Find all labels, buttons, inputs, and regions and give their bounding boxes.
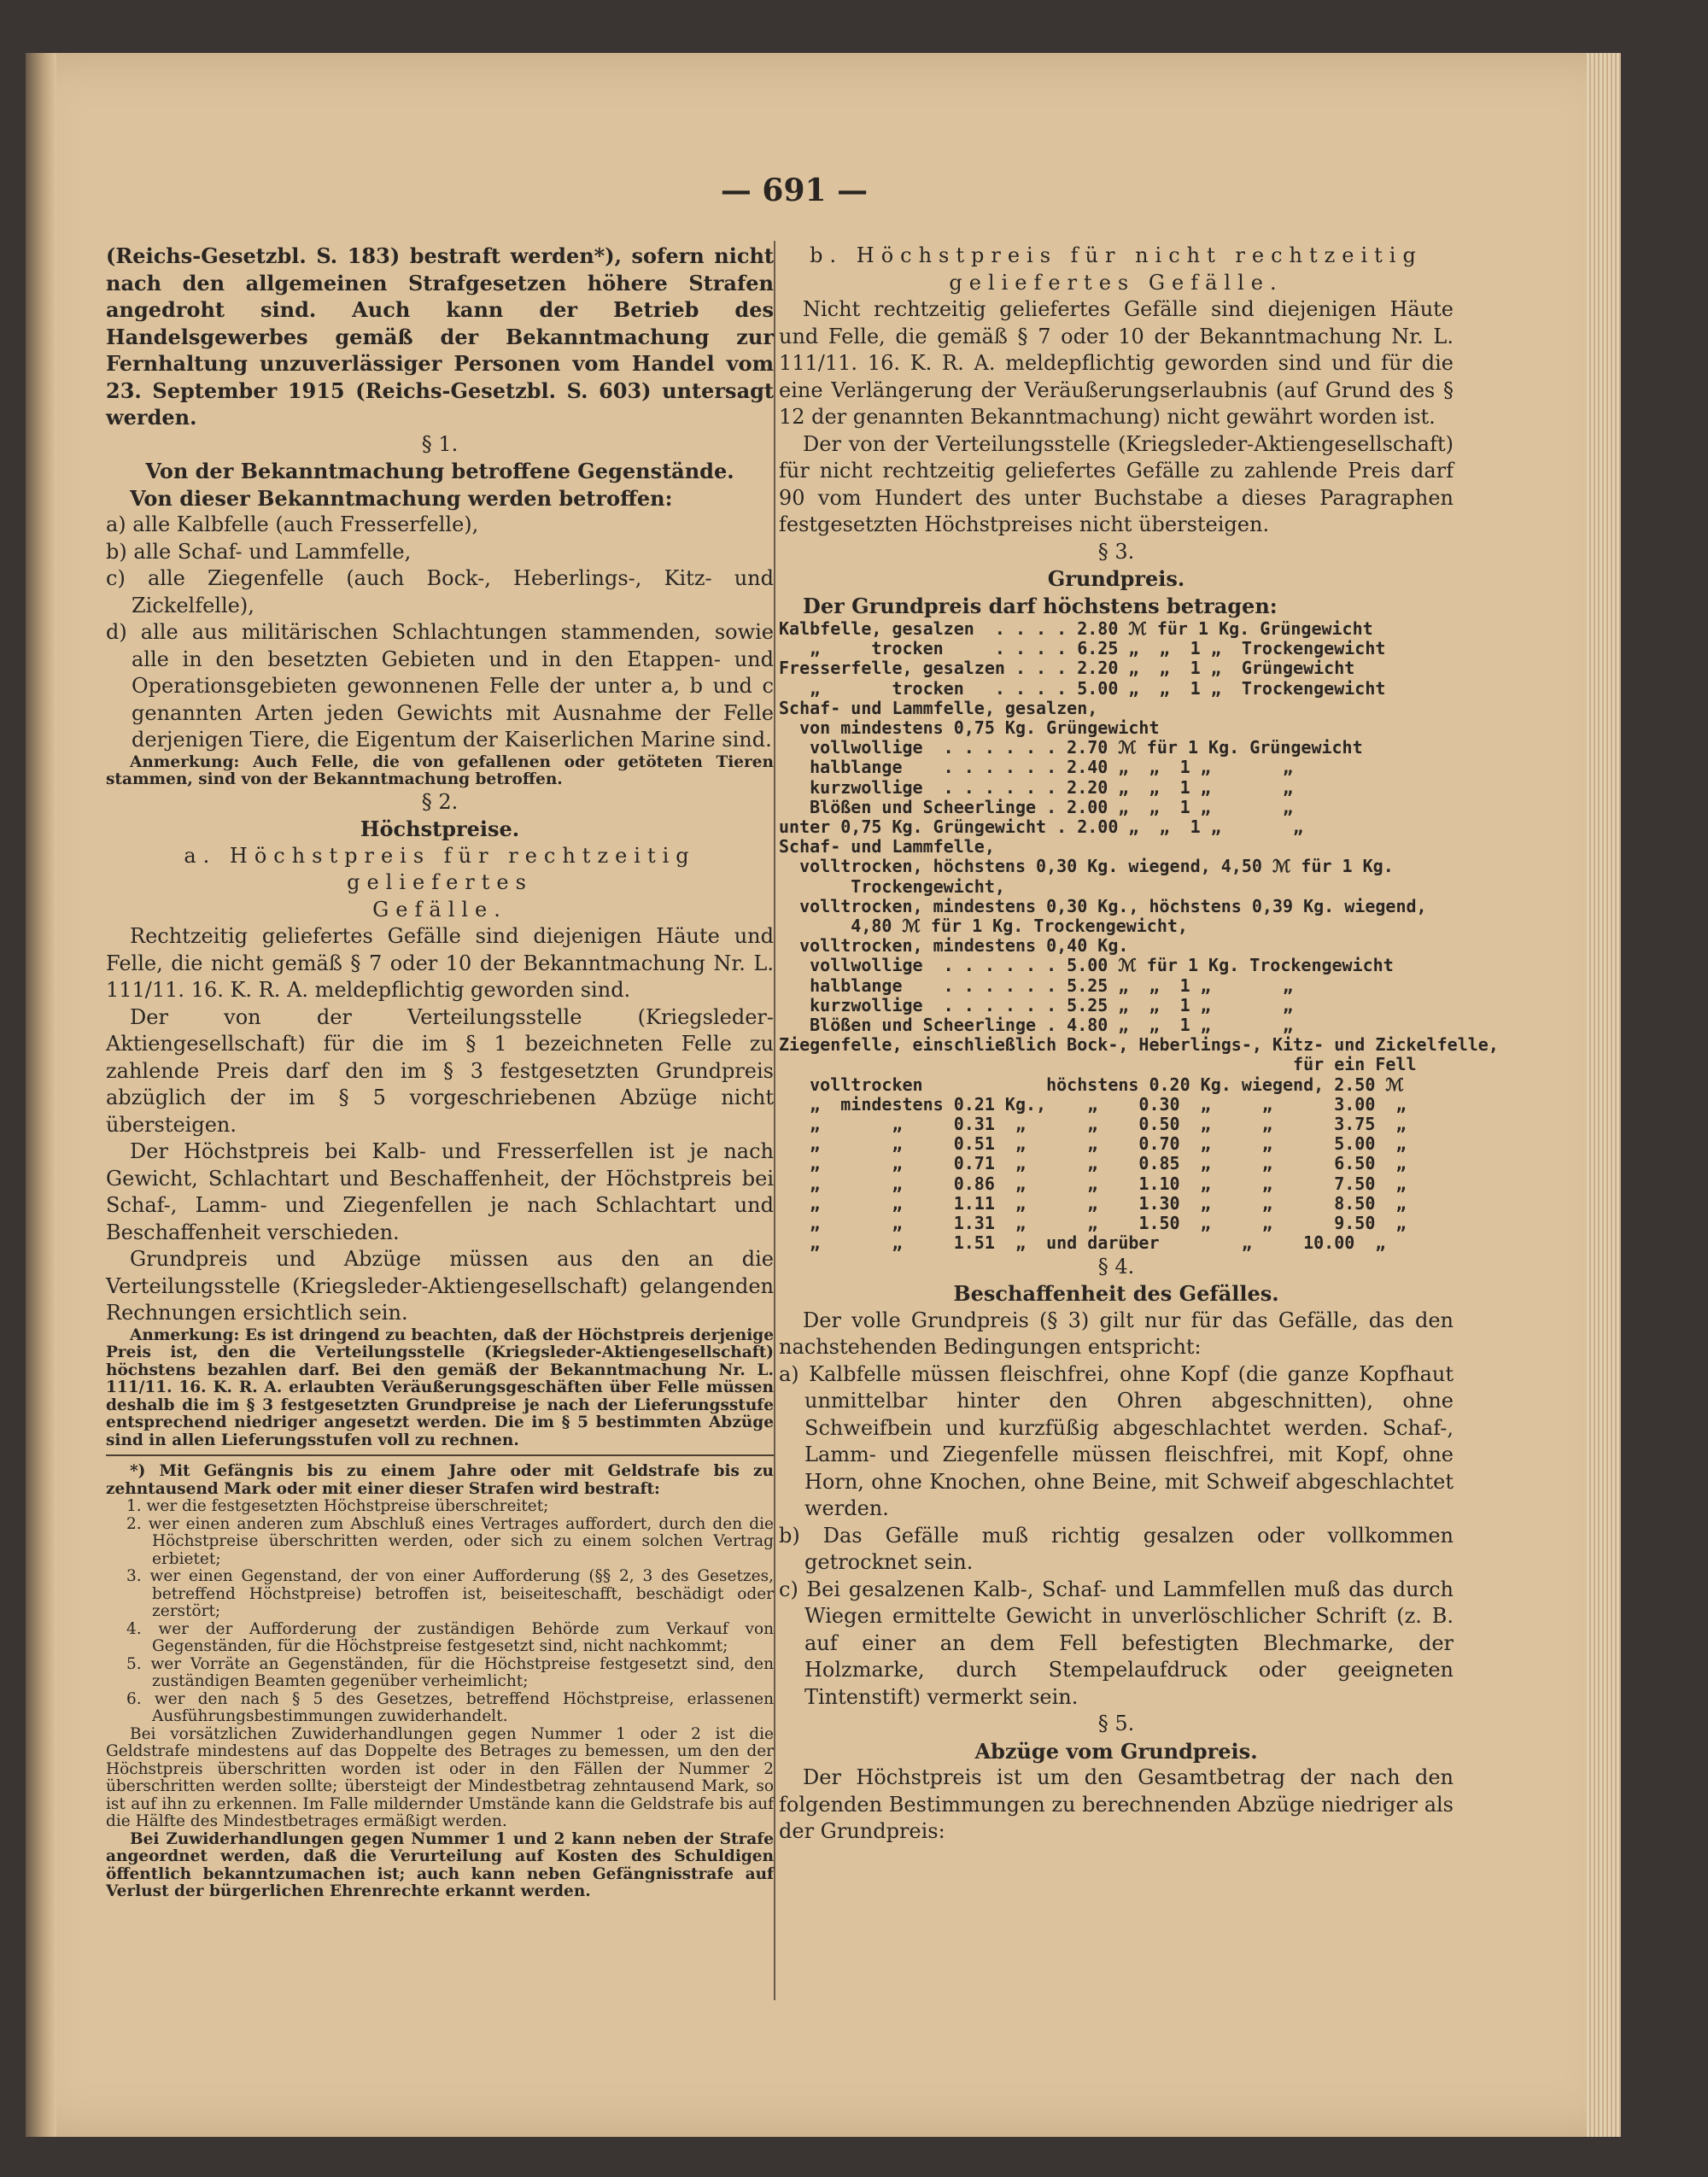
price-line: Schaf- und Lammfelle, gesalzen, [779, 697, 1098, 718]
section-2a-paragraph-4: Grundpreis und Abzüge müssen aus den an die Verteilungsstelle (Kriegsleder-Aktiengesellschaft) gelangenden Rechnungen ersichtlich sein. [106, 1247, 774, 1325]
section-2a-paragraph-2: Der von der Verteilungsstelle (Kriegsleder-Aktiengesellschaft) für die im § 1 bezeichneten Felle zu zahlende Preis darf den im § 3 festgesetzten Grundpreis abzüglich der im § 5 vorgeschriebenen Abzüge nicht übersteigen. [106, 1004, 774, 1137]
section-3-lead: Der Grundpreis darf höchstens betragen: [803, 593, 1278, 618]
price-line: Fresserfelle, gesalzen . . . 2.20 „ „ 1 „ Grüngewicht [779, 658, 1355, 679]
section-4-item-c: c) Bei gesalzenen Kalb-, Schaf- und Lammfellen muß das durch Wiegen ermittelte Gewicht in unverlöschlicher Schrift (z. B. auf einer an dem Fell befestigten Blechmarke, der Holzmarke, durch Stempelaufdruck oder geeigneten Tintenstift) vermerkt sein. [779, 1577, 1454, 1709]
section-4-lead: Der volle Grundpreis (§ 3) gilt nur für das Gefälle, das den nachstehenden Bedingungen entspricht: [779, 1308, 1454, 1359]
section-3-heading: § 3. [1097, 539, 1135, 564]
price-line: halblange . . . . . . 5.25 „ „ 1 „ „ [779, 974, 1294, 996]
section-2-heading: § 2. [421, 789, 459, 814]
price-line: volltrocken höchstens 0.20 Kg. wiegend, 2.50 ℳ [779, 1074, 1404, 1095]
price-line: Ziegenfelle, einschließlich Bock-, Heberlings-, Kitz- und Zickelfelle, [779, 1034, 1499, 1056]
section-4-heading: § 4. [1097, 1254, 1135, 1279]
footnote-item-1: 1. wer die festgesetzten Höchstpreise überschreitet; [126, 1497, 549, 1515]
section-1-item-a: a) alle Kalbfelle (auch Fresserfelle), [106, 512, 479, 536]
section-2b-paragraph-1: Nicht rechtzeitig geliefertes Gefälle sind diejenigen Häute und Felle, die gemäß § 7 oder 10 der Bekanntmachung Nr. L. 111/11. 16. K. R. A. meldepflichtig geworden sind und für die eine Verlängerung der Veräußerungserlaubnis (auf Grund des § 12 der genannten Bekanntmachung) nicht gewährt worden ist. [779, 297, 1454, 429]
price-line: kurzwollige . . . . . . 2.20 „ „ 1 „ „ [779, 776, 1294, 798]
footnote-item-3: 3. wer einen Gegenstand, der von einer Aufforderung (§§ 2, 3 des Gesetzes, betreffend Höchstpreise) betroffen ist, beiseiteschafft, beschädigt oder zerstört; [126, 1567, 774, 1620]
footnote-item-5: 5. wer Vorräte an Gegenständen, für die Höchstpreise festgesetzt sind, den zuständigen Beamten gegenüber verheimlicht; [126, 1654, 774, 1690]
section-5-title: Abzüge vom Grundpreis. [974, 1738, 1258, 1764]
price-line: „ trocken . . . . 6.25 „ „ 1 „ Trockengewicht [779, 638, 1386, 659]
price-line: „ mindestens 0.21 Kg., „ 0.30 „ „ 3.00 „ [779, 1093, 1407, 1115]
section-2a-title-line-1: a. Höchstpreis für rechtzeitig geliefertes [184, 843, 696, 894]
section-2a-note: Anmerkung: Es ist dringend zu beachten, daß der Höchstpreis derjenige Preis ist, den die Verteilungsstelle (Kriegsleder-Aktiengesellschaft) höchstens bezahlen darf. Bei den gemäß der Bekanntmachung Nr. L. 111/11. 16. K. R. A. erlaubten Veräußerungsgeschäften über Felle müssen deshalb die im § 3 festgesetzten Grundpreise je nach der Lieferungsstufe entsprechend niedriger angesetzt werden. Die im § 5 bestimmten Abzüge sind in allen Lieferungsstufen voll zu rechnen. [106, 1326, 774, 1449]
price-line: kurzwollige . . . . . . 5.25 „ „ 1 „ „ [779, 994, 1294, 1015]
column-divider [774, 241, 775, 2000]
price-line: volltrocken, höchstens 0,30 Kg. wiegend, 4,50 ℳ für 1 Kg. [779, 856, 1394, 877]
section-2a-paragraph-3: Der Höchstpreis bei Kalb- und Fresserfellen ist je nach Gewicht, Schlachtart und Beschaffenheit, der Höchstpreis bei Schaf-, Lamm- und Ziegenfellen je nach Schlachtart und Beschaffenheit verschieden. [106, 1139, 774, 1244]
footnote-paragraph-2: Bei vorsätzlichen Zuwiderhandlungen gegen Nummer 1 oder 2 ist die Geldstrafe mindestens auf das Doppelte des Betrages zu bemessen, um den der Höchstpreis überschritten worden ist oder in den Fällen der Nummer 2 überschritten werden sollte; übersteigt der Mindestbetrag zehntausend Mark, so ist auf ihn zu erkennen. Im Falle mildernder Umstände kann die Geldstrafe bis auf die Hälfte des Mindestbetrages ermäßigt werden. [106, 1724, 774, 1830]
book-gutter [26, 53, 56, 2137]
price-line: Blößen und Scheerlinge . 2.00 „ „ 1 „ „ [779, 796, 1294, 817]
price-line: für ein Fell [779, 1054, 1417, 1075]
price-line: „ „ 0.71 „ „ 0.85 „ „ 6.50 „ [779, 1153, 1407, 1174]
price-line: „ „ 1.11 „ „ 1.30 „ „ 8.50 „ [779, 1192, 1407, 1214]
scanned-page [26, 53, 1621, 2137]
footnote-lead: *) Mit Gefängnis bis zu einem Jahre oder mit Geldstrafe bis zu zehntausend Mark oder mit einer dieser Strafen wird bestraft: [106, 1462, 774, 1498]
section-2b-title: b. Höchstpreis für nicht rechtzeitig geliefertes Gefälle. [810, 243, 1423, 295]
section-1-lead: Von dieser Bekanntmachung werden betroffen: [130, 485, 673, 511]
price-line: „ „ 0.86 „ „ 1.10 „ „ 7.50 „ [779, 1173, 1407, 1194]
price-line: von mindestens 0,75 Kg. Grüngewicht [779, 717, 1160, 739]
section-1-heading: § 1. [421, 431, 459, 456]
section-3-title: Grundpreis. [1047, 566, 1185, 591]
section-5-paragraph-1: Der Höchstpreis ist um den Gesamtbetrag der nach den folgenden Bestimmungen zu berechnenden Abzüge niedriger als der Grundpreis: [779, 1765, 1454, 1843]
section-5-heading: § 5. [1097, 1712, 1135, 1735]
section-2-title: Höchstpreise. [360, 816, 520, 841]
price-line: „ trocken . . . . 5.00 „ „ 1 „ Trockengewicht [779, 677, 1386, 699]
price-line: Trockengewicht, [779, 875, 1005, 897]
footnote-item-6: 6. wer den nach § 5 des Gesetzes, betreffend Höchstpreise, erlassenen Ausführungsbestimmungen zuwiderhandelt. [126, 1689, 774, 1725]
price-line: vollwollige . . . . . . 5.00 ℳ für 1 Kg. Trockengewicht [779, 955, 1394, 976]
right-column [779, 243, 1499, 1846]
price-line: volltrocken, mindestens 0,40 Kg. [779, 935, 1129, 957]
page-edges [1587, 53, 1621, 2137]
price-line: vollwollige . . . . . . 2.70 ℳ für 1 Kg. Grüngewicht [779, 737, 1363, 758]
footnote-paragraph-3: Bei Zuwiderhandlungen gegen Nummer 1 und 2 kann neben der Strafe angeordnet werden, daß die Verurteilung auf Kosten des Schuldigen öffentlich bekanntzumachen ist; auch kann neben Gefängnisstrafe auf Verlust der bürgerlichen Ehrenrechte erkannt werden. [106, 1829, 774, 1900]
price-line: unter 0,75 Kg. Grüngewicht . 2.00 „ „ 1 „ „ [779, 816, 1304, 838]
left-column [106, 243, 774, 1901]
section-4-item-a: a) Kalbfelle müssen fleischfrei, ohne Kopf (die ganze Kopfhaut unmittelbar hinter den Ohren abgeschnitten), ohne Schweifbein und kurzfüßig abgeschlachtet werden. Schaf-, Lamm- und Ziegenfelle müssen fleischfrei, mit Kopf, ohne Horn, ohne Knochen, ohne Beine, mit Schweif abgeschlachtet werden. [779, 1361, 1454, 1520]
footnote-item-4: 4. wer der Aufforderung der zuständigen Behörde zum Verkauf von Gegenständen, für die Höchstpreise festgesetzt sind, nicht nachkommt; [126, 1619, 774, 1655]
price-line: „ „ 0.31 „ „ 0.50 „ „ 3.75 „ [779, 1114, 1407, 1135]
section-1-item-c: c) alle Ziegenfelle (auch Bock-, Heberlings-, Kitz- und Zickelfelle), [106, 566, 774, 617]
footnote-rule [106, 1454, 774, 1456]
price-line: „ „ 1.51 „ und darüber „ 10.00 „ [779, 1232, 1386, 1254]
section-1-title: Von der Bekanntmachung betroffene Gegenstände. [145, 459, 734, 483]
price-line: Blößen und Scheerlinge . 4.80 „ „ 1 „ „ [779, 1015, 1294, 1036]
price-line: volltrocken, mindestens 0,30 Kg., höchstens 0,39 Kg. wiegend, [779, 895, 1427, 916]
section-4-title: Beschaffenheit des Gefälles. [953, 1281, 1279, 1306]
section-2b-paragraph-2: Der von der Verteilungsstelle (Kriegsleder-Aktiengesellschaft) für nicht rechtzeitig geliefertes Gefälle zu zahlende Preis darf 90 vom Hundert des unter Buchstabe a dieses Paragraphen festgesetzten Höchstpreises nicht übersteigen. [779, 431, 1454, 536]
section-2a-title-line-2: Gefälle. [372, 897, 507, 922]
price-line: Schaf- und Lammfelle, [779, 836, 995, 857]
price-line: 4,80 ℳ für 1 Kg. Trockengewicht, [779, 916, 1188, 937]
price-table [779, 618, 1499, 1254]
footnote-item-2: 2. wer einen anderen zum Abschluß eines Vertrages auffordert, durch den die Höchstpreise überschritten werden, oder sich zu einem solchen Vertrag erbietet; [126, 1514, 774, 1568]
intro-paragraph: (Reichs-Gesetzbl. S. 183) bestraft werden*), sofern nicht nach den allgemeinen Strafgesetzen höhere Strafen angedroht sind. Auch kann der Betrieb des Handelsgewerbes gemäß der Bekanntmachung zur Fernhaltung unzuverlässiger Personen vom Handel vom 23. September 1915 (Reichs-Gesetzbl. S. 603) untersagt werden. [106, 243, 774, 430]
section-2a-paragraph-1: Rechtzeitig geliefertes Gefälle sind diejenigen Häute und Felle, die nicht gemäß § 7 oder 10 der Bekanntmachung Nr. L. 111/11. 16. K. R. A. meldepflichtig geworden sind. [106, 924, 774, 1002]
page-number: — 691 — [720, 173, 869, 208]
section-1-note: Anmerkung: Auch Felle, die von gefallenen oder getöteten Tieren stammen, sind von der Bekanntmachung betroffen. [106, 752, 774, 788]
section-4-item-b: b) Das Gefälle muß richtig gesalzen oder vollkommen getrocknet sein. [779, 1523, 1454, 1574]
section-1-item-d: d) alle aus militärischen Schlachtungen stammenden, sowie alle in den besetzten Gebieten und in den Etappen- und Operationsgebieten gewonnenen Felle der unter a, b und c genannten Arten jeden Gewichts mit Ausnahme der Felle derjenigen Tiere, die Eigentum der Kaiserlichen Marine sind. [106, 620, 774, 752]
section-1-item-b: b) alle Schaf- und Lammfelle, [106, 539, 412, 564]
price-line: „ „ 0.51 „ „ 0.70 „ „ 5.00 „ [779, 1133, 1407, 1155]
price-line: Kalbfelle, gesalzen . . . . 2.80 ℳ für 1 Kg. Grüngewicht [779, 618, 1373, 639]
price-line: „ „ 1.31 „ „ 1.50 „ „ 9.50 „ [779, 1213, 1407, 1234]
price-line: halblange . . . . . . 2.40 „ „ 1 „ „ [779, 757, 1294, 778]
